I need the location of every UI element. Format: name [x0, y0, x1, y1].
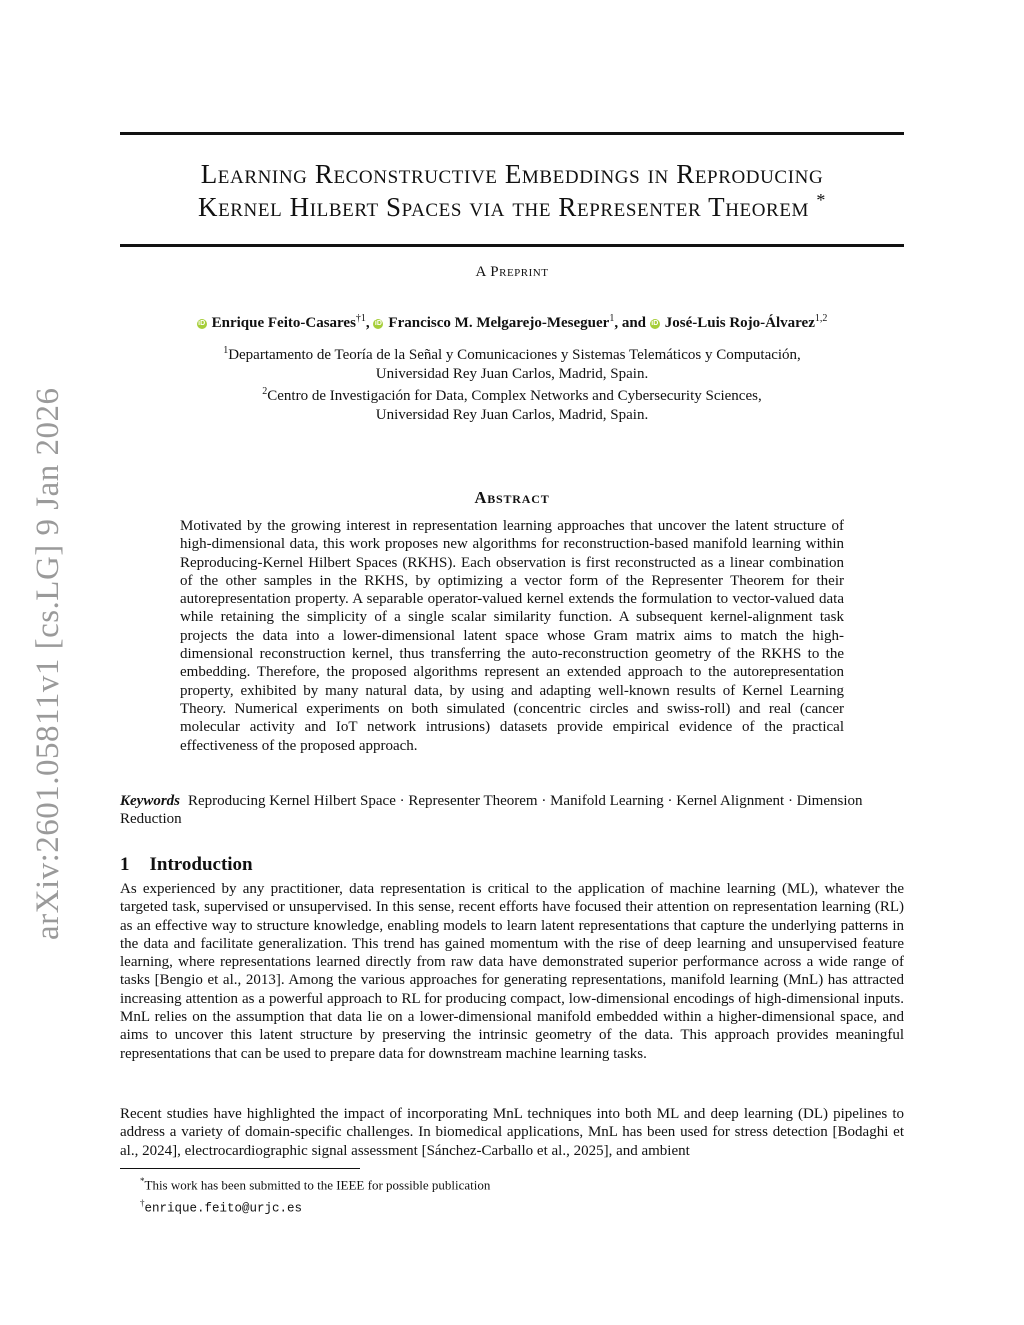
affiliation-2-line-2: Universidad Rey Juan Carlos, Madrid, Spain.	[375, 406, 649, 423]
author	[373, 315, 649, 331]
footnotes	[140, 1172, 490, 1218]
title-line-1: Learning Reconstructive Embeddings in Reproducing	[200, 159, 824, 189]
author-affil-mark: 1,2	[814, 313, 828, 324]
keywords-text: Reproducing Kernel Hilbert Space · Representer Theorem · Manifold Learning · Kernel Alignment · Dimension Reduction	[120, 793, 863, 828]
affiliation-mark: 1	[223, 345, 229, 356]
orcid-icon[interactable]: iD	[374, 319, 382, 327]
preprint-label: A Preprint	[475, 264, 549, 280]
orcid-icon[interactable]: iD	[198, 319, 206, 327]
section-number: 1	[120, 854, 130, 875]
arxiv-identifier-stamp: arXiv:2601.05811v1 [cs.LG] 9 Jan 2026	[30, 387, 66, 940]
abstract-text: Motivated by the growing interest in representation learning approaches that uncover the latent structure of high-dimensional data, this work proposes new algorithms for reconstruction-based manifold learning within Reproducing-Kernel Hilbert Spaces (RKHS). Each observation is first reconstructed as a linear combination of the other samples in the RKHS, by optimizing a vector form of the Representer Theorem for their autorepresentation property. A separable operator-valued kernel extends the formulation to vector-valued data while retaining the simplicity of a single scalar similarity function. A subsequent kernel-alignment task projects the data into a lower-dimensional latent space whose Gram matrix aims to match the high-dimensional reconstruction kernel, thus transferring the auto-reconstruction geometry of the RKHS to the embedding. Therefore, the proposed algorithms represent an extended approach to the autorepresentation property, exhibited by many natural data, by using and adapting well-known results of Kernel Learning Theory. Numerical experiments on both simulated (concentric circles and swiss-roll) and real (cancer molecular activity and IoT network intrusions) datasets provide empirical evidence of the practical effectiveness of the proposed approach.	[180, 518, 844, 754]
footnote-rule	[120, 1168, 360, 1169]
affiliation-line: Centro de Investigación for Data, Complex Networks and Cybersecurity Sciences,	[267, 388, 762, 404]
author-separator: ,	[365, 315, 374, 331]
author-affil-mark: †1	[355, 313, 366, 324]
author-name: José-Luis Rojo-Álvarez	[664, 315, 815, 331]
author-name: Enrique Feito-Casares	[211, 315, 356, 331]
author-affil-mark: 1	[609, 313, 615, 324]
affiliation-2	[120, 383, 904, 406]
title-top-rule	[120, 132, 904, 135]
author	[650, 315, 828, 331]
abstract-heading: Abstract	[474, 488, 550, 507]
title-line-2-text: Kernel Hilbert Spaces via the Representer Theorem	[197, 192, 810, 222]
author-email-link[interactable]: enrique.feito@urjc.es	[144, 1201, 303, 1216]
author-separator: , and	[614, 315, 650, 331]
author-name: Francisco M. Melgarejo-Meseguer	[388, 315, 610, 331]
affiliations	[120, 342, 904, 424]
title-line-2	[120, 191, 904, 224]
paper-title	[120, 158, 904, 224]
title-bottom-rule	[120, 244, 904, 247]
footnote-mark: *	[140, 1176, 145, 1186]
affiliation-line: Departamento de Teoría de la Señal y Comunicaciones y Sistemas Telemáticos y Computación,	[228, 347, 801, 363]
affiliation-mark: 2	[262, 386, 268, 397]
affiliation-1	[120, 342, 904, 365]
affiliation-1-line-2: Universidad Rey Juan Carlos, Madrid, Spain.	[375, 365, 649, 382]
title-footnote-mark: *	[816, 190, 826, 210]
author-list	[120, 313, 904, 332]
section-title: Introduction	[149, 854, 253, 875]
orcid-icon[interactable]: iD	[651, 319, 659, 327]
footnote-mark: †	[140, 1198, 145, 1209]
section-heading-introduction	[120, 854, 253, 876]
keywords-label: Keywords	[120, 793, 180, 809]
footnote-2	[140, 1194, 490, 1217]
keywords	[120, 792, 904, 829]
author	[197, 315, 374, 331]
intro-paragraph-1: As experienced by any practitioner, data representation is critical to the application of machine learning (ML), whatever the targeted task, supervised or unsupervised. In this sense, recent efforts have focused their attention on representation learning (RL) as an effective way to structure knowledge, enabling models to learn latent representations that capture the underlying patterns in the data and facilitate generalization. This trend has gained momentum with the rise of deep learning and unsupervised feature learning, where representations learned directly from raw data have demonstrated superior performance across a wide range of tasks [Bengio et al., 2013]. Among the various approaches for generating representations, manifold learning (MnL) has attracted increasing attention as a powerful approach to RL for producing compact, low-dimensional encodings of high-dimensional inputs. MnL relies on the assumption that data lie on a lower-dimensional manifold embedded within a higher-dimensional space, and aims to uncover this latent structure by preserving the intrinsic geometry of the data. This approach provides meaningful representations that can be used to prepare data for downstream machine learning tasks.	[120, 881, 904, 1062]
footnote-1	[140, 1172, 490, 1194]
footnote-text: This work has been submitted to the IEEE for possible publication	[144, 1177, 491, 1193]
intro-paragraph-2: Recent studies have highlighted the impact of incorporating MnL techniques into both ML and deep learning (DL) pipelines to address a variety of domain-specific challenges. In biomedical applications, MnL has been used for stress detection [Bodaghi et al., 2024], electrocardiographic signal assessment [Sánchez-Carballo et al., 2025], and ambient	[120, 1106, 904, 1159]
